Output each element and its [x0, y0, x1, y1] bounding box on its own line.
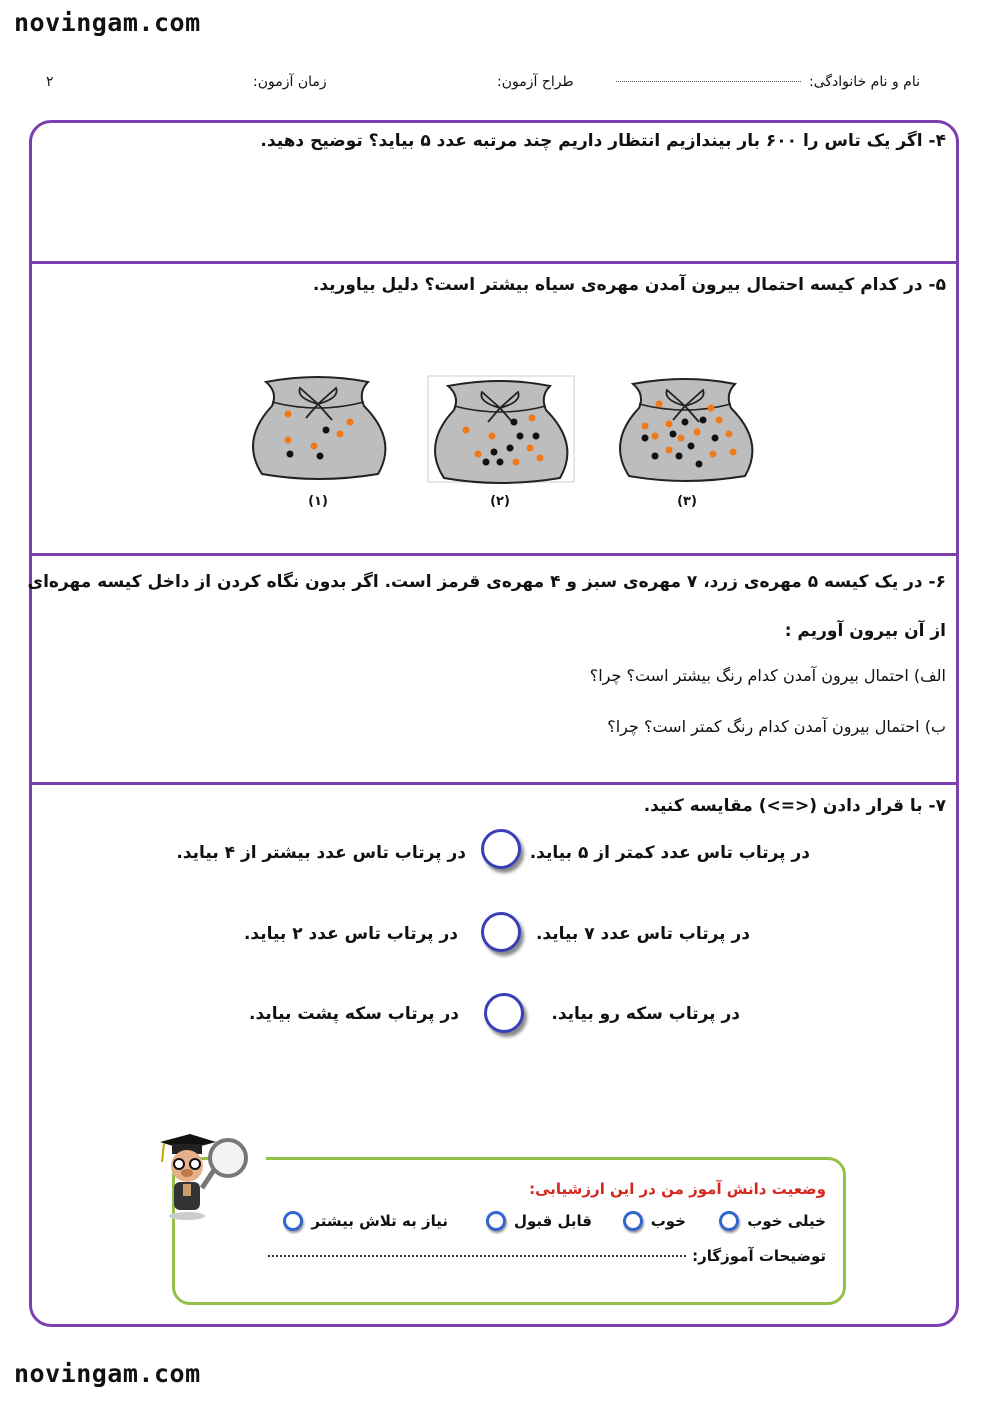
question-6-line-1: ۶- در یک کیسه ۵ مهره‌ی زرد، ۷ مهره‌ی سبز و ۴ مهره‌ی قرمز است. اگر بدون نگاه کردن از داخل کیسه مهره‌ای [27, 572, 946, 592]
bag-3 [620, 379, 752, 481]
compare-1-answer-circle[interactable] [481, 829, 521, 869]
bag-2-label: (۲) [490, 494, 510, 509]
question-5: ۵- در کدام کیسه احتمال بیرون آمدن مهره‌ی سیاه بیشتر است؟ دلیل بیاورید. [312, 275, 946, 295]
option-label: قابل قبول [513, 1212, 592, 1230]
site-watermark-bottom: novingam.com [14, 1359, 201, 1388]
compare-1-left: در پرتاب تاس عدد بیشتر از ۴ بیاید. [176, 843, 466, 863]
bag-2 [435, 381, 567, 483]
section-divider [29, 782, 959, 785]
question-6-part-a: الف) احتمال بیرون آمدن کدام رنگ بیشتر است؟ چرا؟ [589, 666, 946, 685]
bags-illustration [240, 362, 760, 487]
student-name-blank[interactable] [616, 81, 801, 82]
compare-3-answer-circle[interactable] [484, 993, 524, 1033]
question-6-part-b: ب) احتمال بیرون آمدن کدام رنگ کمتر است؟ چرا؟ [607, 717, 946, 736]
compare-1-right: در پرتاب تاس عدد کمتر از ۵ بیاید. [529, 843, 810, 863]
teacher-notes-blank[interactable] [268, 1255, 686, 1257]
evaluation-title: وضعیت دانش آموز من در این ارزشیابی: [529, 1180, 826, 1198]
option-label: نیاز به تلاش بیشتر [311, 1212, 448, 1230]
site-watermark-top: novingam.com [14, 8, 201, 37]
page-number: ۲ [46, 74, 54, 90]
teacher-notes-field[interactable] [268, 1247, 826, 1265]
exam-time-label: زمان آزمون: [253, 74, 327, 90]
designer-label: طراح آزمون: [497, 74, 574, 90]
compare-3-left: در پرتاب سکه پشت بیاید. [249, 1004, 459, 1024]
question-6-line-2: از آن بیرون آوریم : [784, 621, 946, 641]
radio-circle[interactable] [719, 1211, 739, 1231]
question-4: ۴- اگر یک تاس را ۶۰۰ بار بیندازیم انتظار داریم چند مرتبه عدد ۵ بیاید؟ توضیح دهید. [260, 131, 946, 151]
option-acceptable[interactable] [486, 1211, 592, 1231]
radio-circle[interactable] [623, 1211, 643, 1231]
compare-2-left: در پرتاب تاس عدد ۲ بیاید. [243, 924, 458, 944]
radio-circle[interactable] [283, 1211, 303, 1231]
bag-3-label: (۳) [677, 494, 697, 509]
question-7: ۷- با قرار دادن (<=>) مقایسه کنید. [643, 796, 946, 816]
compare-3-right: در پرتاب سکه رو بیاید. [551, 1004, 740, 1024]
option-very-good[interactable] [719, 1211, 826, 1231]
teacher-notes-label: توضیحات آموزگار: [692, 1247, 826, 1265]
student-name-field[interactable] [616, 74, 920, 90]
bag-1-label: (۱) [308, 494, 328, 509]
option-good[interactable] [623, 1211, 686, 1231]
compare-2-right: در پرتاب تاس عدد ۷ بیاید. [535, 924, 750, 944]
student-name-label: نام و نام خانوادگی: [809, 74, 920, 90]
radio-circle[interactable] [486, 1211, 506, 1231]
section-divider [29, 261, 959, 264]
compare-2-answer-circle[interactable] [481, 912, 521, 952]
student-mascot-icon [150, 1132, 254, 1224]
bag-1 [253, 377, 385, 479]
option-needs-more-effort[interactable] [283, 1211, 448, 1231]
option-label: خوب [650, 1212, 686, 1230]
section-divider [29, 553, 959, 556]
option-label: خیلی خوب [747, 1212, 826, 1230]
